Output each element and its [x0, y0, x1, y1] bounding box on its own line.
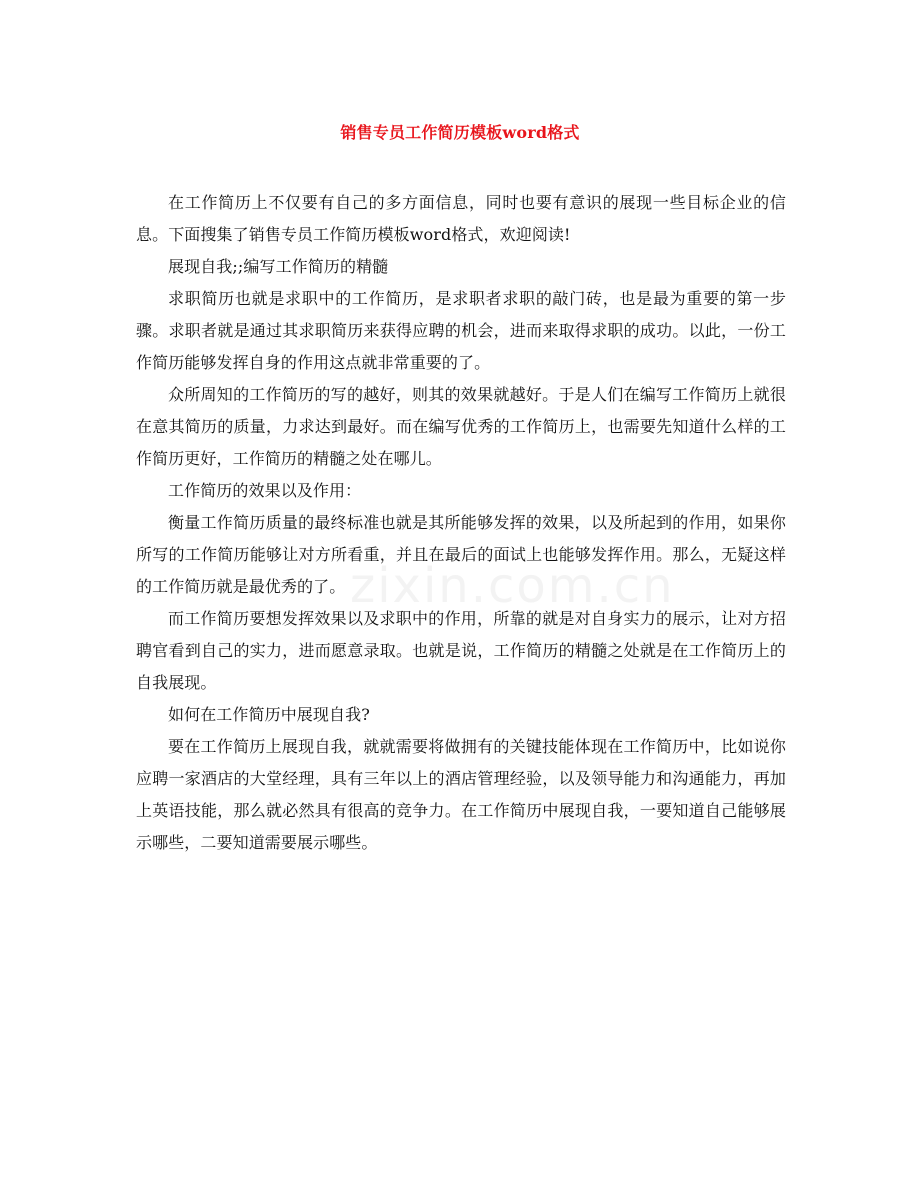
section-heading-self-presentation: 展现自我;;编写工作简历的精髓: [168, 257, 389, 276]
paragraph-show-strength: 而工作简历要想发挥效果以及求职中的作用，所靠的就是对自身实力的展示，让对方招聘官看到自己的实力，进而愿意录取。也就是说，工作简历的精髓之处就是在工作简历上的自我展现。: [136, 609, 786, 692]
paragraph-intro: 在工作简历上不仅要有自己的多方面信息，同时也要有意识的展现一些目标企业的信息。下面搜集了销售专员工作简历模板word格式，欢迎阅读!: [136, 193, 786, 244]
paragraph-key-skills: 要在工作简历上展现自我，就就需要将做拥有的关键技能体现在工作简历中，比如说你应聘一家酒店的大堂经理，具有三年以上的酒店管理经验，以及领导能力和沟通能力，再加上英语技能，那么就必然具有很高的竞争力。在工作简历中展现自我，一要知道自己能够展示哪些，二要知道需要展示哪些。: [136, 737, 786, 852]
paragraph-resume-quality: 众所周知的工作简历的写的越好，则其的效果就越好。于是人们在编写工作简历上就很在意其简历的质量，力求达到最好。而在编写优秀的工作简历上，也需要先知道什么样的工作简历更好，工作简历的精髓之处在哪儿。: [136, 385, 786, 468]
section-heading-resume-effect: 工作简历的效果以及作用：: [168, 481, 362, 500]
document-body: [136, 187, 786, 859]
paragraph-resume-importance: 求职简历也就是求职中的工作简历，是求职者求职的敲门砖，也是最为重要的第一步骤。求职者就是通过其求职简历来获得应聘的机会，进而来取得求职的成功。以此，一份工作简历能够发挥自身的作用这点就非常重要的了。: [136, 289, 786, 372]
paragraph-measure-standard: 衡量工作简历质量的最终标准也就是其所能够发挥的效果，以及所起到的作用，如果你所写的工作简历能够让对方所看重，并且在最后的面试上也能够发挥作用。那么，无疑这样的工作简历就是最优秀的了。: [136, 513, 786, 596]
section-heading-how-to-present: 如何在工作简历中展现自我?: [168, 705, 370, 724]
document-title: 销售专员工作简历模板word格式: [340, 123, 580, 142]
watermark: zixin.com.cn: [350, 558, 675, 614]
